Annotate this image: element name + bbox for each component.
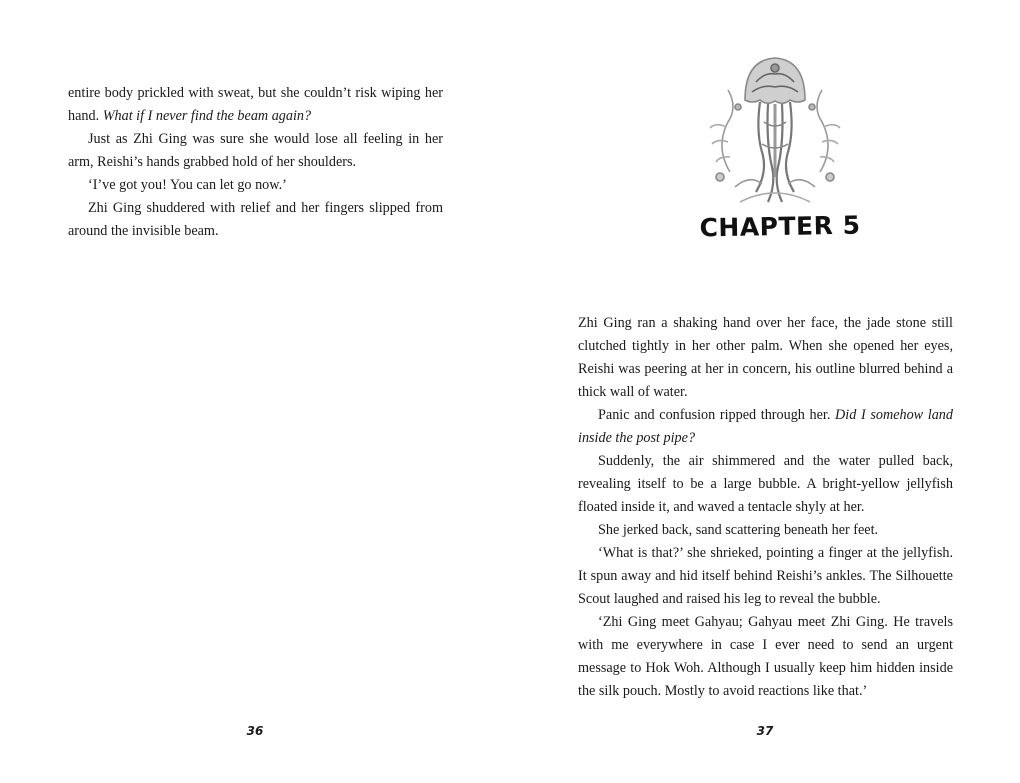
paragraph: Suddenly, the air shimmered and the water pulled back, revealing itself to be a large bubble. A bright-yellow jellyfish floated inside it, and waved a tentacle shyly at her. bbox=[578, 453, 953, 515]
right-page-body bbox=[578, 312, 953, 703]
paragraph: Just as Zhi Ging was sure she would lose all feeling in her arm, Reishi’s hands grabbed hold of her shoulders. bbox=[68, 131, 443, 170]
page-number: 37 bbox=[756, 724, 774, 738]
page-number: 36 bbox=[246, 724, 264, 738]
paragraph: Zhi Ging shuddered with relief and her fingers slipped from around the invisible beam. bbox=[68, 200, 443, 239]
paragraph: She jerked back, sand scattering beneath her feet. bbox=[598, 522, 879, 538]
right-page bbox=[510, 0, 1020, 783]
paragraph: Zhi Ging ran a shaking hand over her face, the jade stone still clutched tightly in her other palm. When she opened her eyes, Reishi was peering at her in concern, his outline blurred behind a thick wall of water. bbox=[578, 315, 953, 400]
jellyfish-illustration-icon bbox=[690, 52, 860, 212]
chapter-title: CHAPTER 5 bbox=[699, 210, 861, 243]
paragraph: ‘I’ve got you! You can let go now.’ bbox=[88, 177, 287, 193]
paragraph: entire body prickled with sweat, but she couldn’t risk wiping her hand. What if I never find the beam again? bbox=[68, 85, 443, 124]
paragraph: ‘What is that?’ she shrieked, pointing a finger at the jellyfish. It spun away and hid itself behind Reishi’s ankles. The Silhouette Scout laughed and raised his leg to reveal the bubble. bbox=[578, 545, 953, 607]
left-page-body bbox=[68, 82, 443, 243]
paragraph: ‘Zhi Ging meet Gahyau; Gahyau meet Zhi Ging. He travels with me everywhere in case I ever need to send an urgent message to Hok Woh. Although I usually keep him hidden inside the silk pouch. Mostly to avoid reactions like that.’ bbox=[578, 614, 953, 699]
paragraph: Panic and confusion ripped through her. Did I somehow land inside the post pipe? bbox=[578, 407, 953, 446]
